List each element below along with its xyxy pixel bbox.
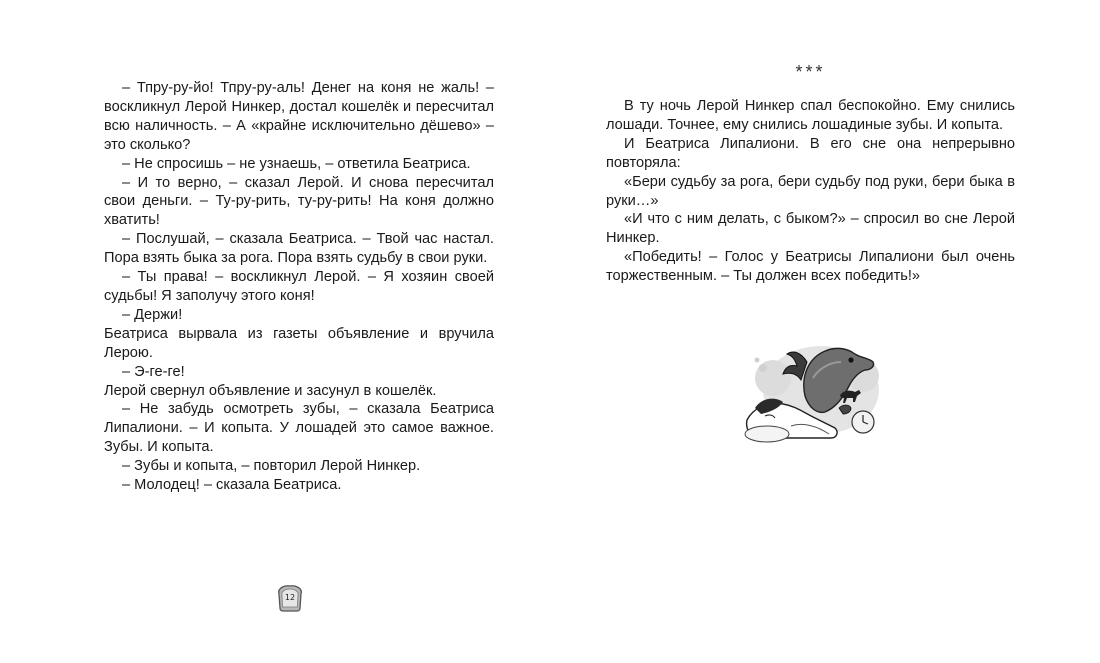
paragraph: – Зубы и копыта, – повторил Лерой Нинкер. [122, 458, 421, 475]
sleeping-man-dreaming-of-horse-icon [743, 338, 883, 448]
paragraph: – Э-ге-ге! [122, 363, 185, 380]
paragraph: – Молодец! – сказала Беатриса. [122, 477, 342, 494]
right-text-column [606, 97, 1015, 286]
paragraph: – И то верно, – сказал Лерой. И снова пересчитал свои деньги. – Ту-ру-рить, ту-ру-рить! На коня должно хватить! [104, 174, 494, 229]
paragraph: – Ты права! – воскликнул Лерой. – Я хозяин своей судьбы! Я заполучу этого коня! [104, 269, 494, 304]
left-text-column [104, 79, 494, 495]
dream-illustration [743, 338, 883, 448]
paragraph: – Тпру-ру-йо! Тпру-ру-аль! Денег на коня не жаль! – воскликнул Лерой Нинкер, достал кошелёк и пересчитал всю наличность. – А «крайне исключительно дёшево» – это сколько? [104, 80, 494, 153]
paragraph: – Не спросишь – не узнаешь, – ответила Беатриса. [122, 155, 471, 172]
paragraph: – Послушай, – сказала Беатриса. – Твой час настал. Пора взять быка за рога. Пора взять судьбу в свои руки. [104, 231, 494, 267]
paragraph: «Победить! – Голос у Беатрисы Липалиони был очень торжественным. – Ты должен всех победить!» [606, 249, 1015, 285]
paragraph: И Беатриса Липалиони. В его сне она непрерывно повторяла: [606, 135, 1015, 171]
paragraph: – Не забудь осмотреть зубы, – сказала Беатриса Липалиони. – И копыта. У лошадей это самое важное. Зубы. И копыта. [104, 401, 494, 456]
paragraph: В ту ночь Лерой Нинкер спал беспокойно. Ему снились лошади. Точнее, ему снились лошадиные зубы. И копыта. [606, 98, 1015, 133]
paragraph: «И что с ним делать, с быком?» – спросил во сне Лерой Нинкер. [606, 211, 1015, 247]
paragraph: – Держи! [122, 306, 183, 323]
page-number-badge [275, 584, 305, 612]
right-page [550, 0, 1100, 663]
section-separator: *** [795, 62, 826, 82]
page-number: 12 [284, 593, 296, 602]
paragraph: Лерой свернул объявление и засунул в кошелёк. [104, 382, 437, 399]
paragraph: «Бери судьбу за рога, бери судьбу под руки, бери быка в руки…» [606, 173, 1015, 209]
paragraph: Беатриса вырвала из газеты объявление и вручила Лерою. [104, 325, 494, 361]
